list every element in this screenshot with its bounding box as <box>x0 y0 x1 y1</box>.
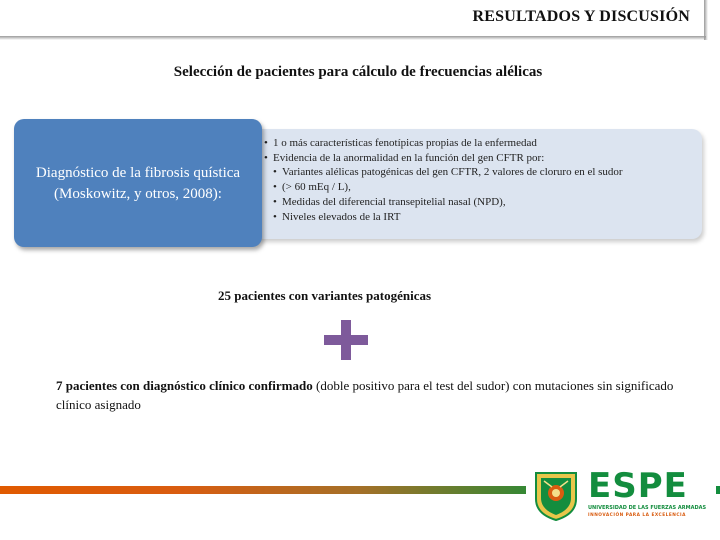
logo-tagline: INNOVACIÓN PARA LA EXCELENCIA <box>588 513 686 518</box>
patients-7-rest: (doble positivo para el test del sudor) con mutaciones sin significado clínico asignado <box>56 378 674 412</box>
patients-7-bold: 7 pacientes con diagnóstico clínico confirmado <box>56 378 313 393</box>
header-divider-vertical <box>704 0 708 40</box>
criteria-subitem: • Medidas del diferencial transepitelial nasal (NPD), <box>273 195 700 210</box>
logo-subtitle: UNIVERSIDAD DE LAS FUERZAS ARMADAS <box>588 505 707 511</box>
criteria-list <box>264 136 700 224</box>
plus-icon <box>324 320 368 360</box>
patients-7-text <box>56 376 706 414</box>
criteria-subitem: • Variantes alélicas patogénicas del gen CFTR, 2 valores de cloruro en el sudor <box>273 165 700 180</box>
header-divider-horizontal <box>0 36 706 40</box>
logo-wordmark: ESPE <box>588 466 688 506</box>
diagnosis-box <box>14 119 262 247</box>
criteria-item: • Evidencia de la anormalidad en la función del gen CFTR por: <box>264 151 700 166</box>
diagnosis-text: Diagnóstico de la fibrosis quística (Moskowitz, y otros, 2008): <box>35 165 241 202</box>
espe-logo <box>526 467 716 525</box>
criteria-subitem: • (> 60 mEq / L), <box>273 180 700 195</box>
espe-crest-icon <box>532 469 580 521</box>
slide-title: Selección de pacientes para cálculo de frecuencias alélicas <box>173 64 543 80</box>
patients-25-label: 25 pacientes con variantes patogénicas <box>218 288 432 303</box>
criteria-subitem: • Niveles elevados de la IRT <box>273 210 700 225</box>
section-title: RESULTADOS Y DISCUSIÓN <box>472 8 690 25</box>
criteria-item: • 1 o más características fenotípicas propias de la enfermedad <box>264 136 700 151</box>
